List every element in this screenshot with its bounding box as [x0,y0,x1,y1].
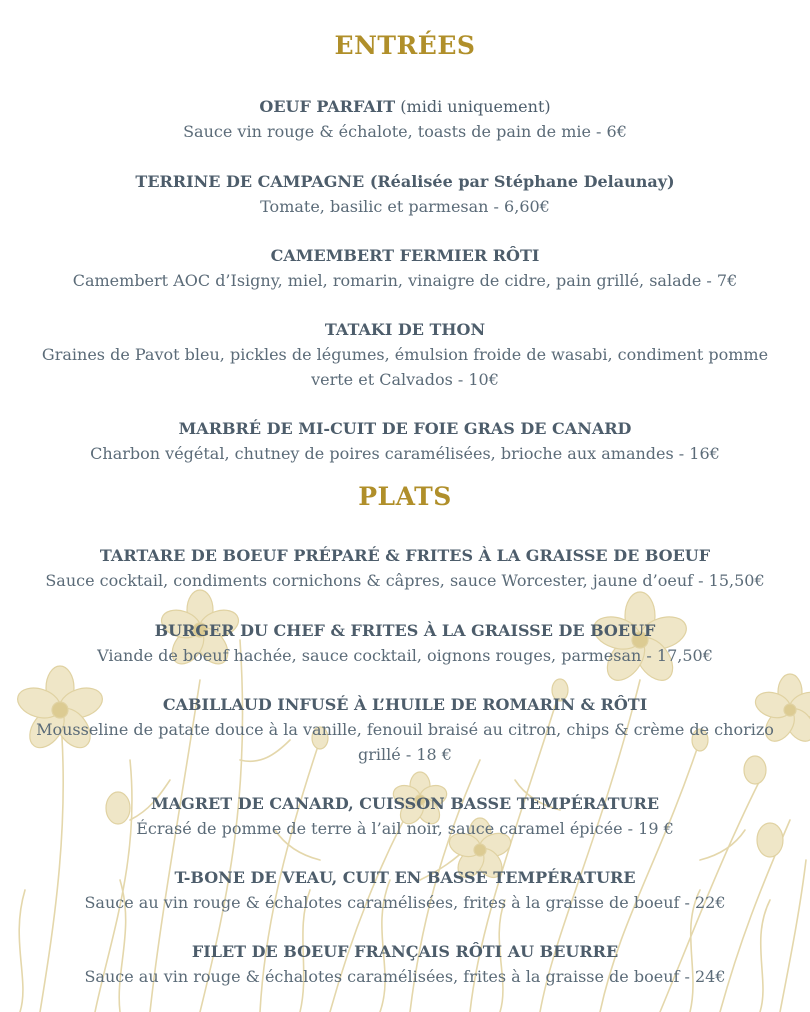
item-name: TARTARE DE BOEUF PRÉPARÉ & FRITES À LA GRAISSE DE BOEUF [99,546,711,565]
item-name: T-BONE DE VEAU, CUIT EN BASSE TEMPÉRATURE [174,868,636,887]
item-description: Graines de Pavot bleu, pickles de légumes, émulsion froide de wasabi, condiment pomme verte et Calvados - 10€ [41,345,769,389]
menu-item-marbre [30,417,780,466]
menu-item-tartare [30,544,780,593]
item-description: Charbon végétal, chutney de poires caramélisées, brioche aux amandes - 16€ [90,444,720,463]
menu-item-cabillaud [30,693,780,767]
item-title: OEUF PARFAIT [259,97,396,116]
item-name: CAMEMBERT FERMIER RÔTI [270,246,540,265]
menu-item-terrine [30,170,780,219]
item-description: Tomate, basilic et parmesan - 6,60€ [260,197,550,216]
menu-item-filet [30,940,780,989]
item-note: (midi uniquement) [395,97,551,116]
item-name [30,95,780,119]
menu-item-magret [30,792,780,841]
menu-item-t-bone [30,866,780,915]
item-description: Écrasé de pomme de terre à l’ail noir, sauce caramel épicée - 19 € [136,819,674,838]
item-name: TERRINE DE CAMPAGNE (Réalisée par Stéphane Delaunay) [135,172,675,191]
item-name: CABILLAUD INFUSÉ À L’HUILE DE ROMARIN & RÔTI [162,695,648,714]
item-description: Sauce vin rouge & échalote, toasts de pain de mie - 6€ [183,122,627,141]
item-description: Sauce au vin rouge & échalotes caramélisées, frites à la graisse de boeuf - 22€ [84,893,726,912]
item-description: Viande de boeuf hachée, sauce cocktail, oignons rouges, parmesan - 17,50€ [97,646,713,665]
item-name: TATAKI DE THON [324,320,486,339]
item-name: FILET DE BOEUF FRANÇAIS RÔTI AU BEURRE [191,942,619,961]
item-description: Sauce au vin rouge & échalotes caramélisées, frites à la graisse de boeuf - 24€ [84,967,726,986]
item-name: MAGRET DE CANARD, CUISSON BASSE TEMPÉRATURE [150,794,660,813]
item-description: Camembert AOC d’Isigny, miel, romarin, vinaigre de cidre, pain grillé, salade - 7€ [72,271,738,290]
menu-item-burger [30,619,780,668]
plats-heading: PLATS [358,482,452,511]
menu-item-camembert [30,244,780,293]
item-description: Sauce cocktail, condiments cornichons & câpres, sauce Worcester, jaune d’oeuf - 15,50€ [45,571,765,590]
item-name: MARBRÉ DE MI-CUIT DE FOIE GRAS DE CANARD [178,419,632,438]
menu-item-oeuf-parfait [30,95,780,144]
item-name: BURGER DU CHEF & FRITES À LA GRAISSE DE BOEUF [154,621,656,640]
menu-item-tataki [30,318,780,392]
entrees-heading: ENTRÉES [334,31,476,60]
item-description: Mousseline de patate douce à la vanille, fenouil braisé au citron, chips & crème de chorizo grillé - 18 € [36,720,774,764]
